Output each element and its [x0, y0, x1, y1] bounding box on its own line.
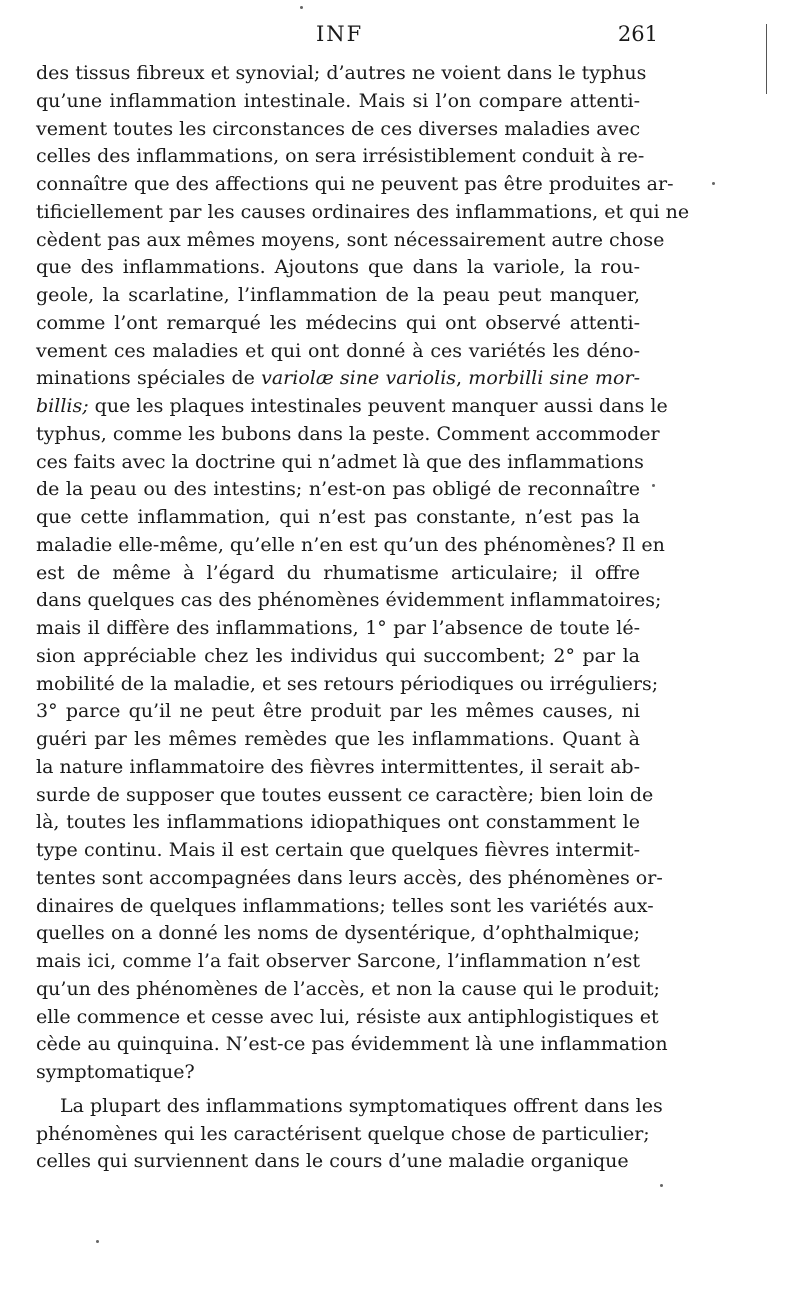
text-segment: elle commence et cesse avec lui, résiste aux antiphlogistiques et — [36, 1005, 659, 1028]
text-line — [36, 421, 660, 449]
text-segment: tificiellement par les causes ordinaires des inflammations, et qui ne — [36, 200, 690, 223]
text-line — [36, 754, 640, 782]
text-line — [36, 365, 640, 393]
text-line — [36, 171, 674, 199]
running-head-word: INF — [316, 22, 364, 46]
text-line — [36, 865, 663, 893]
text-line — [36, 1093, 663, 1121]
text-segment: La plupart des inflammations symptomatiques offrent dans les — [60, 1094, 663, 1117]
text-line — [36, 532, 665, 560]
text-segment: vement toutes les circonstances de ces diverses maladies avec — [36, 117, 641, 140]
text-line — [36, 1031, 668, 1059]
italic-phrase: billis; — [36, 395, 89, 417]
text-segment: mobilité de la maladie, et ses retours périodiques ou irréguliers; — [36, 672, 659, 695]
body-text — [36, 60, 690, 1176]
text-line — [36, 116, 640, 144]
text-segment: vement ces maladies et qui ont donné à ces variétés les déno- — [36, 339, 640, 362]
text-line — [36, 1004, 659, 1032]
text-segment: geole, la scarlatine, l’inflammation de la peau peut manquer, — [36, 284, 640, 306]
paper-speck — [652, 484, 655, 487]
text-segment: sion appréciable chez les individus qui succombent; 2° par la — [36, 644, 640, 667]
text-line — [36, 199, 690, 227]
text-segment: que des inflammations. Ajoutons que dans la variole, la rou- — [36, 256, 640, 279]
text-segment: de la peau ou des intestins; n’est-on pas obligé de reconnaître — [36, 478, 640, 501]
text-segment: dans quelques cas des phénomènes évidemment inflammatoires; — [36, 589, 662, 612]
text-segment: qu’un des phénomènes de l’accès, et non la cause qui le produit; — [36, 977, 660, 1000]
page-number: 261 — [617, 22, 658, 46]
text-segment: connaître que des affections qui ne peuvent pas être produites ar- — [36, 173, 674, 195]
text-line — [36, 782, 654, 810]
text-segment: est de même à l’égard du rhumatisme articulaire; il offre — [36, 561, 640, 584]
text-line — [36, 976, 660, 1004]
text-line — [36, 671, 659, 699]
text-line — [36, 948, 640, 976]
text-line — [36, 88, 640, 116]
text-segment: celles qui surviennent dans le cours d’une maladie organique — [36, 1150, 629, 1173]
text-segment: mais ici, comme l’a fait observer Sarcone, l’inflammation n’est — [36, 950, 640, 972]
paper-speck — [96, 1240, 99, 1243]
text-line — [36, 643, 640, 671]
text-segment: comme l’ont remarqué les médecins qui ont observé attenti- — [36, 311, 640, 334]
text-segment: cède au quinquina. N’est-ce pas évidemment là une inflammation — [36, 1033, 668, 1056]
text-line — [36, 227, 665, 255]
text-line — [36, 1121, 650, 1149]
italic-phrase: morbilli sine mor- — [468, 367, 640, 390]
text-line — [36, 254, 640, 282]
margin-rule — [766, 24, 767, 94]
text-segment: guéri par les mêmes remèdes que les inflammations. Quant à — [36, 728, 640, 750]
text-segment: que cette inflammation, qui n’est pas constante, n’est pas la — [36, 506, 640, 528]
text-line — [36, 726, 640, 754]
text-line — [36, 282, 640, 310]
text-segment: des tissus fibreux et synovial; d’autres ne voient dans le typhus — [36, 62, 647, 84]
text-segment: , — [456, 367, 469, 390]
text-segment: que les plaques intestinales peuvent manquer aussi dans le — [88, 395, 668, 417]
text-line — [36, 310, 640, 338]
text-segment: ces faits avec la doctrine qui n’admet là que des inflammations — [36, 450, 644, 473]
text-line — [36, 587, 662, 615]
text-line — [36, 393, 668, 421]
text-line — [36, 920, 640, 948]
paper-speck — [712, 182, 715, 185]
text-segment: type continu. Mais il est certain que quelques fièvres intermit- — [36, 839, 640, 861]
text-segment: surde de supposer que toutes eussent ce caractère; bien loin de — [36, 783, 654, 806]
text-line — [36, 1059, 640, 1087]
text-line — [36, 60, 647, 88]
text-line — [36, 560, 640, 588]
paper-speck — [300, 6, 303, 9]
text-segment: qu’une inflammation intestinale. Mais si l’on compare attenti- — [36, 89, 640, 112]
paper-speck — [660, 1184, 663, 1187]
text-segment: celles des inflammations, on sera irrésistiblement conduit à re- — [36, 145, 645, 168]
italic-phrase: variolæ sine variolis — [261, 367, 457, 390]
text-line — [36, 809, 640, 837]
text-segment: tentes sont accompagnées dans leurs accès, des phénomènes or- — [36, 866, 663, 889]
text-line — [36, 1148, 640, 1176]
text-line — [36, 338, 640, 366]
text-segment: 3° parce qu’il ne peut être produit par les mêmes causes, ni — [36, 700, 640, 723]
text-line — [36, 449, 644, 477]
text-line — [36, 837, 640, 865]
text-segment: phénomènes qui les caractérisent quelque chose de particulier; — [36, 1122, 650, 1145]
text-segment: quelles on a donné les noms de dysentérique, d’ophthalmique; — [36, 922, 640, 945]
text-segment: maladie elle-même, qu’elle n’en est qu’un des phénomènes? Il en — [36, 533, 665, 556]
text-line — [36, 476, 640, 504]
text-segment: dinaires de quelques inflammations; telles sont les variétés aux- — [36, 894, 654, 917]
running-head — [36, 22, 656, 52]
text-line — [36, 504, 640, 532]
text-segment: typhus, comme les bubons dans la peste. Comment accommoder — [36, 422, 660, 445]
text-segment: la nature inflammatoire des fièvres intermittentes, il serait ab- — [36, 755, 640, 778]
text-segment: cèdent pas aux mêmes moyens, sont nécessairement autre chose — [36, 228, 665, 251]
text-segment: mais il diffère des inflammations, 1° par l’absence de toute lé- — [36, 617, 640, 639]
text-segment: minations spéciales de — [36, 367, 262, 390]
text-segment: là, toutes les inflammations idiopathiques ont constamment le — [36, 811, 640, 834]
text-segment: symptomatique? — [36, 1061, 195, 1083]
text-line — [36, 698, 640, 726]
text-line — [36, 143, 645, 171]
text-line — [36, 615, 640, 643]
text-line — [36, 893, 654, 921]
